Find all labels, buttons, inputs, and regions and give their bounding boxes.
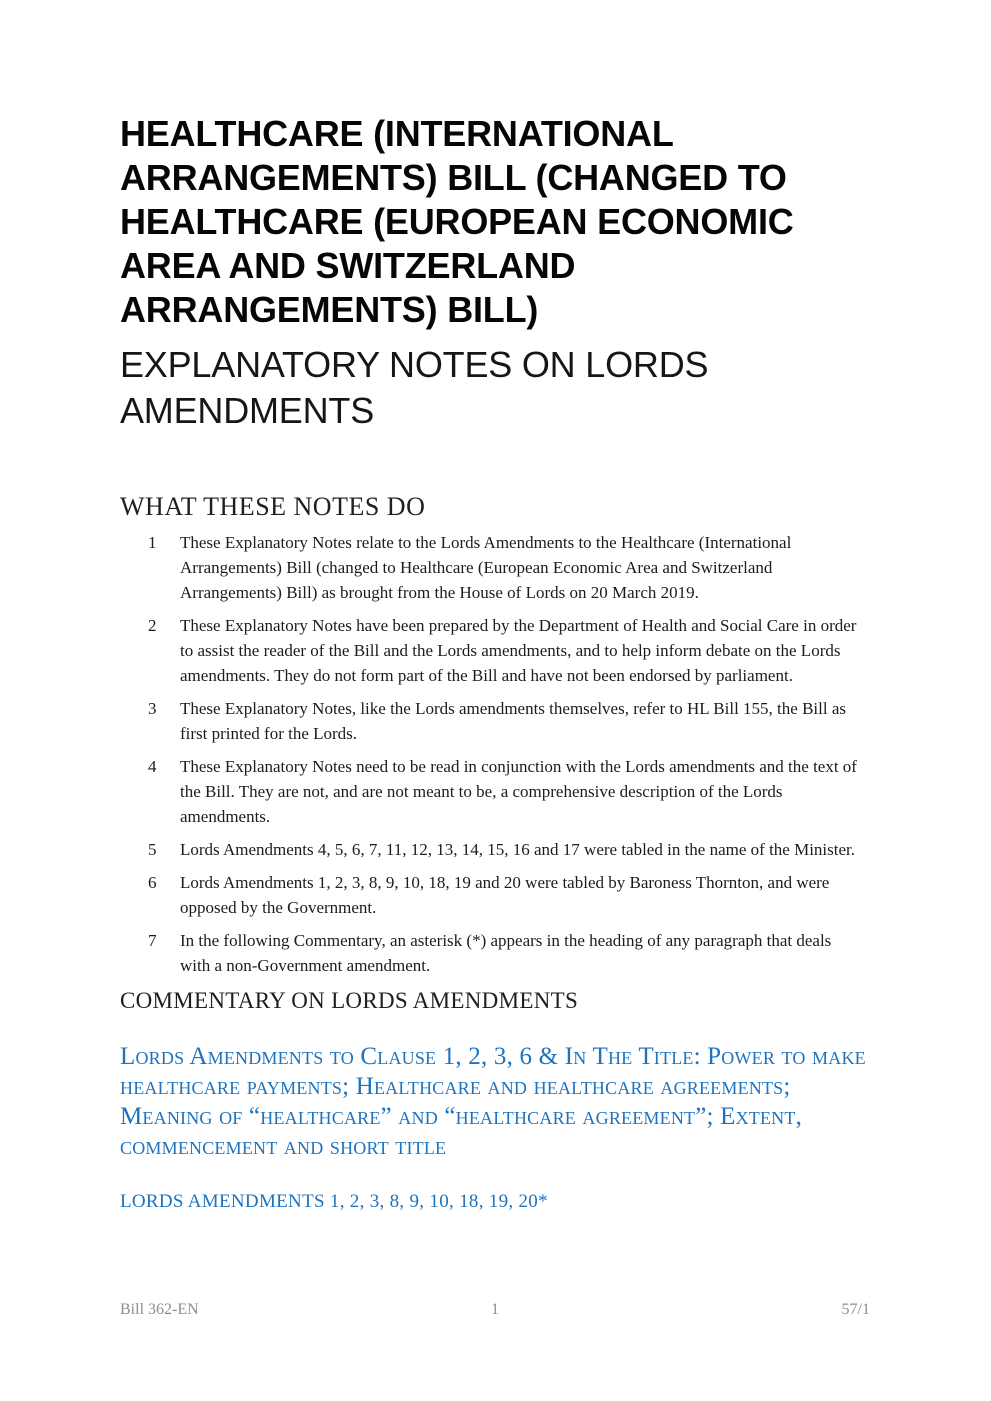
clause-group-heading: Lords Amendments to Clause 1, 2, 3, 6 & In The Title: Power to make healthcare payments; Healthcare and healthcare agreements; Meaning of “healthcare” and “healthcare agreement”; Extent, commencement and short title xyxy=(120,1043,866,1160)
paragraph-number: 6 xyxy=(148,873,157,892)
note-paragraph-3 xyxy=(148,696,860,746)
document-subtitle: EXPLANATORY NOTES ON LORDS AMENDMENTS xyxy=(120,344,709,431)
paragraph-number: 2 xyxy=(148,616,157,635)
paragraph-number: 7 xyxy=(148,931,157,950)
paragraph-number: 5 xyxy=(148,840,157,859)
note-paragraph-2 xyxy=(148,613,860,688)
paragraph-text: Lords Amendments 1, 2, 3, 8, 9, 10, 18, 19 and 20 were tabled by Baroness Thornton, and were opposed by the Government. xyxy=(180,873,830,917)
paragraph-text: These Explanatory Notes, like the Lords amendments themselves, refer to HL Bill 155, the Bill as first printed for the Lords. xyxy=(180,699,846,743)
section-heading-what-these-notes-do: WHAT THESE NOTES DO xyxy=(120,492,426,521)
page-footer xyxy=(120,1300,870,1320)
notes-paragraph-list xyxy=(120,530,870,978)
paragraph-number: 1 xyxy=(148,533,157,552)
paragraph-text: These Explanatory Notes relate to the Lords Amendments to the Healthcare (International Arrangements) Bill (changed to Healthcare (European Economic Area and Switzerland Arrangements) Bill) as brought from the House of Lords on 20 March 2019. xyxy=(180,533,792,602)
bill-title: HEALTHCARE (INTERNATIONAL ARRANGEMENTS) BILL (CHANGED TO HEALTHCARE (EUROPEAN ECONOMIC AREA AND SWITZERLAND ARRANGEMENTS) BILL) xyxy=(120,113,794,330)
paragraph-text: Lords Amendments 4, 5, 6, 7, 11, 12, 13, 14, 15, 16 and 17 were tabled in the name of the Minister. xyxy=(180,840,856,859)
paragraph-number: 4 xyxy=(148,757,157,776)
note-paragraph-5 xyxy=(148,837,860,862)
paragraph-number: 3 xyxy=(148,699,157,718)
section-heading-commentary: COMMENTARY ON LORDS AMENDMENTS xyxy=(120,988,579,1013)
paragraph-text: These Explanatory Notes have been prepared by the Department of Health and Social Care in order to assist the reader of the Bill and the Lords amendments, and to help inform debate on the Lords amendments. They do not form part of the Bill and have not been endorsed by parliament. xyxy=(180,616,857,685)
paragraph-text: These Explanatory Notes need to be read in conjunction with the Lords amendments and the text of the Bill. They are not, and are not meant to be, a comprehensive description of the Lords amendments. xyxy=(180,757,857,826)
footer-bill-number: Bill 362-EN xyxy=(120,1301,199,1318)
note-paragraph-7 xyxy=(148,928,860,978)
footer-session-number: 57/1 xyxy=(841,1301,870,1318)
paragraph-text: In the following Commentary, an asterisk (*) appears in the heading of any paragraph that deals with a non-Government amendment. xyxy=(180,931,832,975)
page-content xyxy=(120,0,870,1215)
footer-page-number: 1 xyxy=(491,1301,499,1318)
note-paragraph-1 xyxy=(148,530,860,605)
note-paragraph-6 xyxy=(148,870,860,920)
amendments-list-heading: LORDS AMENDMENTS 1, 2, 3, 8, 9, 10, 18, 19, 20* xyxy=(120,1191,548,1212)
note-paragraph-4 xyxy=(148,754,860,829)
